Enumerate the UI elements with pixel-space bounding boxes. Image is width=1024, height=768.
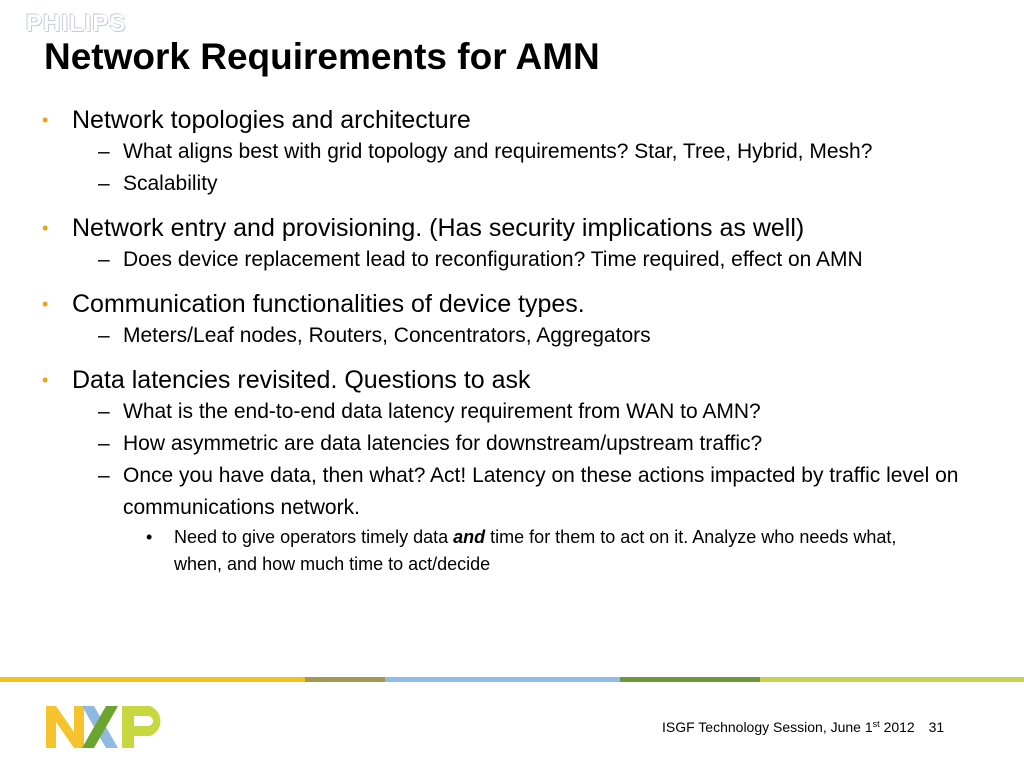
dash-marker: – [98,324,110,347]
bullet-marker: • [42,218,49,238]
bullet-data-latencies [0,364,1024,396]
emphasis-and: and [453,527,486,547]
bullet-network-entry [0,212,1024,244]
dash-marker: – [98,432,110,455]
sub-sub-bullet [0,524,1024,578]
sub-bullet [0,320,1024,352]
sub-bullet-text: Scalability [123,172,218,195]
bullet-marker: • [42,370,49,390]
nxp-logo-n [46,706,84,748]
bullet-topologies [0,104,1024,136]
sub-bullet [0,428,1024,460]
sub-bullet-text: Does device replacement lead to reconfiguration? Time required, effect on AMN [123,248,863,271]
bullet-text: Network entry and provisioning. (Has security implications as well) [72,214,805,242]
slide-footer [662,719,944,735]
dash-marker: – [98,248,110,271]
footer-year: 2012 [883,719,915,735]
sub-sub-bullet-text-after: time for them to act on it. Analyze who needs what, when, and how much time to act/decide [174,527,897,574]
sub-bullet-text: Meters/Leaf nodes, Routers, Concentrators, Aggregators [123,324,651,347]
band-segment-yellow [0,677,305,682]
philips-logo: PHILIPS [26,10,127,37]
sub-bullet-text: How asymmetric are data latencies for downstream/upstream traffic? [123,432,763,455]
nxp-logo-p [122,706,160,748]
footer-ordinal: st [872,719,880,729]
sub-bullet-text: Once you have data, then what? Act! Latency on these actions impacted by traffic level on communications network. [123,464,959,519]
bullet-marker: • [146,527,153,547]
sub-bullet [0,460,1024,524]
sub-bullet-text: What is the end-to-end data latency requirement from WAN to AMN? [123,400,761,423]
sub-bullet [0,396,1024,428]
band-segment-olive [305,677,385,682]
page-number: 31 [928,719,945,735]
bullet-text: Network topologies and architecture [72,106,471,134]
dash-marker: – [98,140,110,163]
dash-marker: – [98,464,110,487]
band-segment-green [620,677,760,682]
dash-marker: – [98,172,110,195]
bullet-marker: • [42,110,49,130]
sub-bullet [0,136,1024,168]
slide-title: Network Requirements for AMN [44,36,600,77]
footer-event: ISGF Technology Session, June 1 [662,719,873,735]
band-segment-lime [760,677,1024,682]
bullet-text: Data latencies revisited. Questions to ask [72,366,531,394]
sub-bullet-text: What aligns best with grid topology and requirements? Star, Tree, Hybrid, Mesh? [123,140,873,163]
bullet-communication [0,288,1024,320]
sub-bullet [0,244,1024,276]
bullet-marker: • [42,294,49,314]
sub-sub-bullet-text-before: Need to give operators timely data [174,527,454,547]
band-segment-blue [385,677,620,682]
bullet-text: Communication functionalities of device types. [72,290,585,318]
sub-bullet [0,168,1024,200]
footer-color-band [0,677,1024,682]
dash-marker: – [98,400,110,423]
nxp-logo [46,702,174,750]
slide-body [0,104,1024,578]
